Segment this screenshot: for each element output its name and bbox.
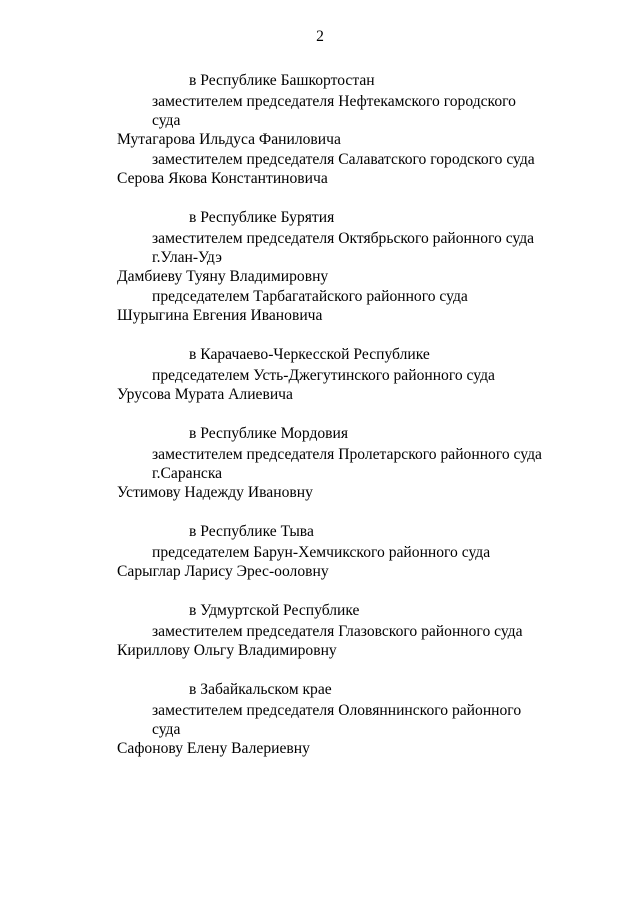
region-heading: в Удмуртской Республике xyxy=(189,602,360,619)
person-name: Сарыглар Ларису Эрес-ооловну xyxy=(117,563,329,580)
region-heading: в Республике Башкортостан xyxy=(189,72,375,89)
region-heading: в Республике Тыва xyxy=(189,523,314,540)
person-name: Дамбиеву Туяну Владимировну xyxy=(117,268,329,285)
appointment-entry xyxy=(0,287,640,325)
region-block-karachay-cherkessia xyxy=(0,345,640,404)
appointment-entry xyxy=(0,366,640,404)
page-number: 2 xyxy=(316,28,324,45)
person-name: Урусова Мурата Алиевича xyxy=(117,386,293,403)
person-name: Мутагарова Ильдуса Фаниловича xyxy=(117,131,341,148)
position-title: заместителем председателя Салаватского городского суда xyxy=(152,151,535,168)
region-heading: в Республике Бурятия xyxy=(189,209,335,226)
appointment-entry xyxy=(0,229,640,286)
person-name: Серова Якова Константиновича xyxy=(117,170,328,187)
person-name: Устимову Надежду Ивановну xyxy=(117,484,313,501)
position-title: заместителем председателя Октябрьского районного суда г.Улан-Удэ xyxy=(152,230,535,266)
person-name: Кириллову Ольгу Владимировну xyxy=(117,642,337,659)
region-heading: в Республике Мордовия xyxy=(189,425,349,442)
region-block-buryatia xyxy=(0,208,640,325)
position-title: председателем Барун-Хемчикского районного суда xyxy=(152,544,491,561)
appointment-entry xyxy=(0,622,640,660)
appointment-entry xyxy=(0,92,640,149)
appointment-entry xyxy=(0,445,640,502)
position-title: заместителем председателя Нефтекамского городского суда xyxy=(152,93,516,129)
region-heading: в Забайкальском крае xyxy=(189,681,332,698)
person-name: Шурыгина Евгения Ивановича xyxy=(117,307,323,324)
region-heading: в Карачаево-Черкесской Республике xyxy=(189,346,430,363)
appointment-entry xyxy=(0,150,640,188)
position-title: заместителем председателя Глазовского районного суда xyxy=(152,623,523,640)
region-block-mordovia xyxy=(0,424,640,502)
position-title: председателем Тарбагатайского районного суда xyxy=(152,288,468,305)
position-title: заместителем председателя Оловяннинского районного суда xyxy=(152,702,522,738)
region-block-tyva xyxy=(0,522,640,581)
appointment-entry xyxy=(0,543,640,581)
position-title: заместителем председателя Пролетарского районного суда г.Саранска xyxy=(152,446,542,482)
document-body xyxy=(0,71,640,778)
region-block-udmurtia xyxy=(0,601,640,660)
position-title: председателем Усть-Джегутинского районного суда xyxy=(152,367,495,384)
person-name: Сафонову Елену Валериевну xyxy=(117,740,310,757)
appointment-entry xyxy=(0,701,640,758)
region-block-zabaykalsky xyxy=(0,680,640,758)
region-block-bashkortostan xyxy=(0,71,640,188)
